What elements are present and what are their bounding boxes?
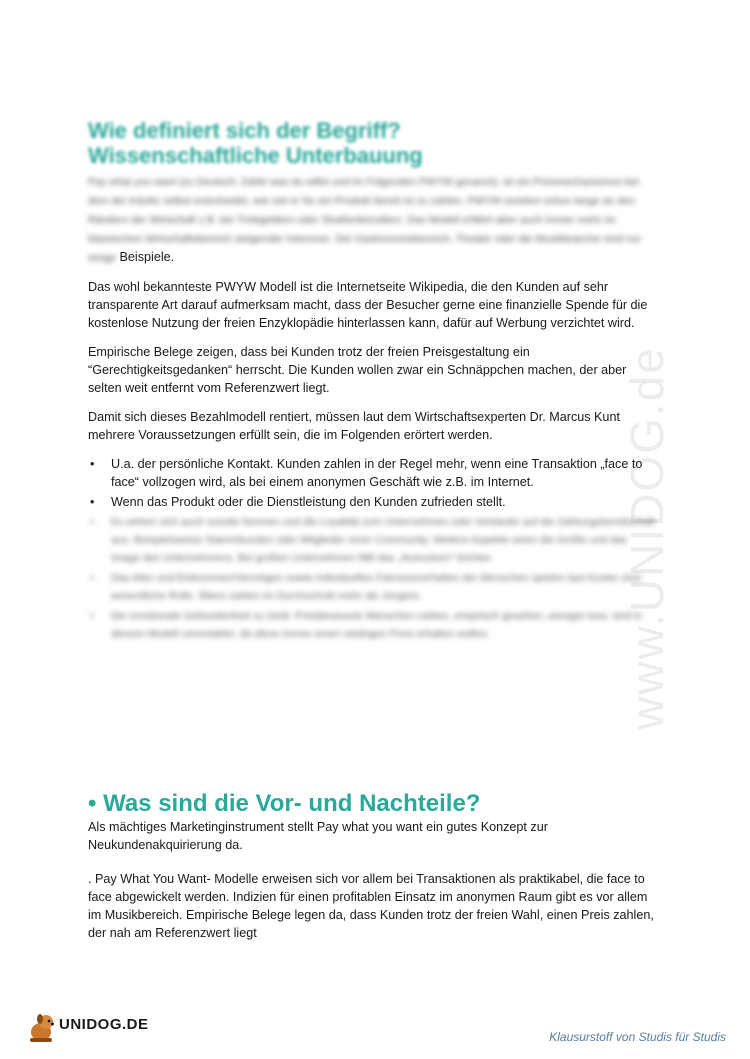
logo-text: UNIDOG.DE (59, 1016, 149, 1033)
footer-tagline: Klausurstoff von Studis für Studis (549, 1030, 726, 1044)
paragraph-empirical: Empirische Belege zeigen, dass bei Kunden trotz der freien Preisgestaltung ein “Gerechtigkeitsgedanken“ herrscht. Die Kunden wollen zwar ein Schnäppchen machen, der aber selten weit entfernt vom Referenzwert liegt. (88, 345, 627, 395)
list-item-text: Das Alter und Einkommen/Vermögen sowie individuelles Fairnessverhalten der Menschen spielen laut Kunter eine wesentliche Rolle. Ältere zahlen im Durchschnitt mehr als Jüngere. (111, 572, 642, 602)
heading-line-1: Wie definiert sich der Begriff? (88, 118, 401, 143)
bullet-icon: • (90, 457, 95, 471)
dog-icon (24, 1010, 60, 1046)
list-item-blurred (88, 607, 656, 643)
paragraph-wikipedia: Das wohl bekannteste PWYW Modell ist die Internetseite Wikipedia, die den Kunden auf sehr transparente Art darauf aufmerksam macht, dass der Besucher gerne eine finanzielle Spende für die kostenlose Nutzung der freien Enzyklopädie hinterlassen kann, dafür auf Werbung verzichtet wird. (88, 280, 648, 330)
list-item (88, 455, 656, 491)
list-item-text: Es wirken sich auch soziale Normen und die Loyalität zum Unternehmen oder Verkäufer auf die Zahlungsbereitschaft aus. Beispielsweise Stammkunden oder Mitglieder einer Community. Weitere Aspekte seien die Größe und das Image des Unternehmens. Bei großen Unternehmen fällt das „Ausnutzen“ leichter. (111, 516, 655, 564)
heading-definition (88, 118, 656, 168)
list-item-text: Die emotionale Gebundenheit zu Geld. Preisbewusste Menschen zahlen, empirisch gesehen, weniger bzw. sind in diesem Modell unrentabler, da diese immer einen niedrigen Preis erhalten wollen. (111, 610, 643, 640)
paragraph-requirements: Damit sich dieses Bezahlmodell rentiert, müssen laut dem Wirtschaftsexperten Dr. Marcus Kunt mehrere Voraussetzungen erfüllt sein, die im Folgenden erörtert werden. (88, 410, 620, 442)
heading-line-2: Wissenschaftliche Unterbauung (88, 143, 423, 168)
bullet-icon: • (90, 610, 94, 622)
list-item-text: U.a. der persönliche Kontakt. Kunden zahlen in der Regel mehr, wenn eine Transaktion „face to face“ vollzogen wird, als bei einem anonymen Geschäft wie z.B. im Internet. (111, 457, 643, 489)
paragraph-practicality: . Pay What You Want- Modelle erweisen sich vor allem bei Transaktionen als praktikabel, die face to face abgewickelt werden. Indizien für einen profitablen Einsatz im anonymen Raum gibt es vor allem im Musikbereich. Empirische Belege legen da, dass Kunden trotz der freien Wahl, einen Preis zahlen, der nah am Referenzwert liegt (88, 872, 654, 940)
list-item-blurred (88, 569, 656, 605)
unidog-logo (24, 1010, 154, 1046)
bullet-icon: • (90, 516, 94, 528)
paragraph-marketing: Als mächtiges Marketinginstrument stellt Pay what you want ein gutes Konzept zur Neukundenakquirierung da. (88, 820, 548, 852)
intro-paragraph (88, 172, 656, 267)
bullet-icon: • (90, 495, 95, 509)
heading-pros-cons: • Was sind die Vor- und Nachteile? (88, 790, 481, 817)
list-item-text: Wenn das Produkt oder die Dienstleistung den Kunden zufrieden stellt. (111, 495, 506, 509)
bullet-icon: • (90, 572, 94, 584)
intro-visible-text: Beispiele. (119, 250, 175, 264)
requirements-list (88, 455, 656, 643)
list-item (88, 493, 656, 511)
section-pros-cons (88, 818, 658, 953)
watermark-text: www.UNIDOG.de (621, 346, 673, 730)
section-definition (88, 118, 656, 645)
list-item-blurred (88, 513, 656, 567)
intro-blurred-text: Pay what you want (zu Deutsch: Zahle was du willst und im Folgenden PWYW genannt), ist ein Preismechanismus bei dem der Käufer selbst entscheidet, wie viel er für ein Produkt bereit ist zu zahlen. PWYW existiert schon lange an den Rändern der Wirtschaft z.B. bei Trinkgeldern oder Straßenkünstlern. Das Modell erfährt aber auch immer mehr im klassischen Wirtschaftsbereich steigender Interesse. Der Gastronomiebereich, Theater oder die Musikbranche sind nur einige (88, 176, 642, 264)
